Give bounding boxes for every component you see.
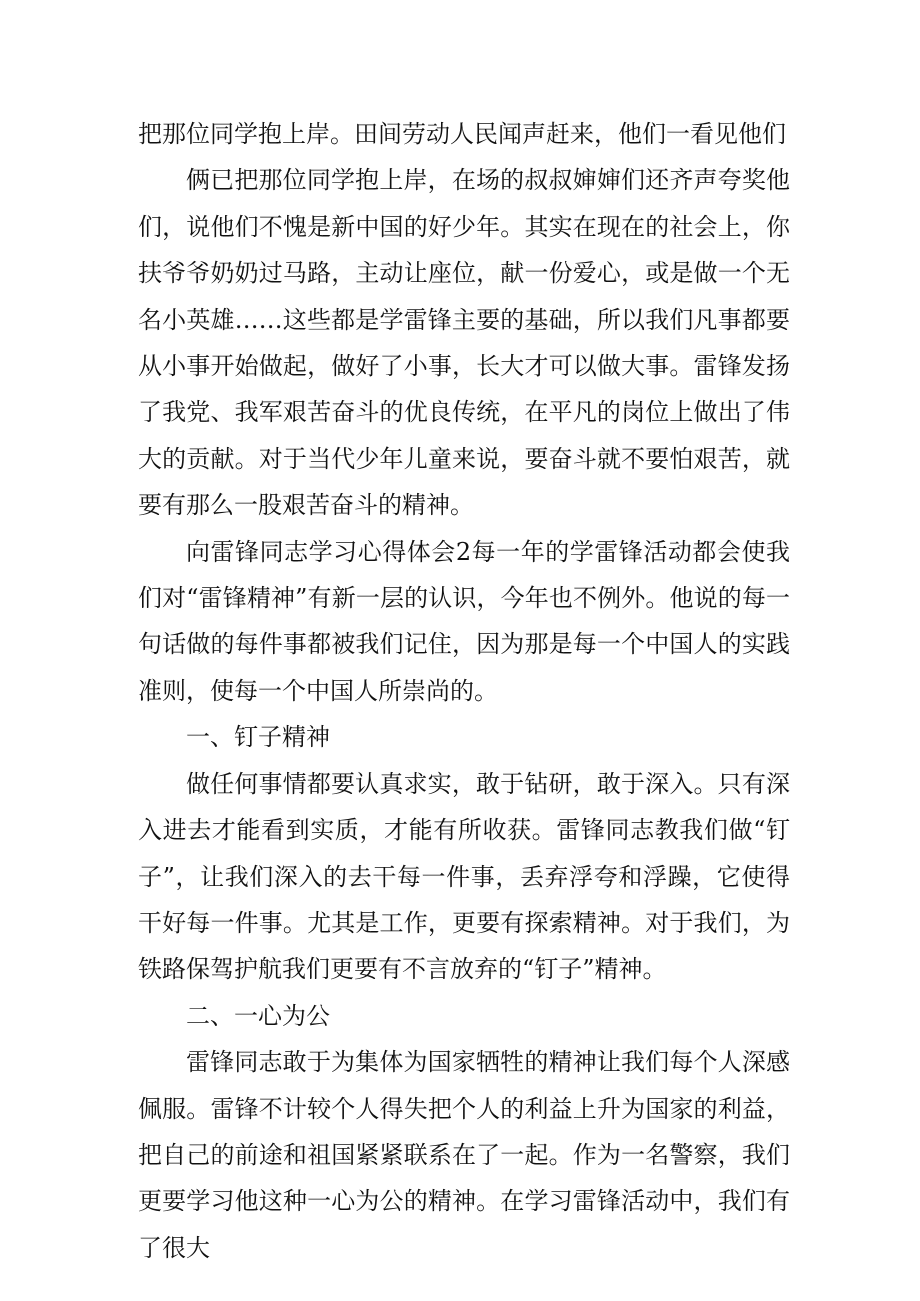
section-heading-selfless: 二、一心为公 xyxy=(186,1001,330,1030)
paragraph-continuation: 把那位同学抱上岸。田间劳动人民闻声赶来，他们一看见他们 xyxy=(138,120,786,148)
document-body xyxy=(138,111,790,1271)
section-heading-nail-spirit: 一、钉子精神 xyxy=(186,723,330,752)
paragraph-experience-2-intro: 向雷锋同志学习心得体会2每一年的学雷锋活动都会使我们对“雷锋精神”有新一层的认识，今年也不例外。他说的每一句话做的每件事都被我们记住，因为那是每一个中国人的实践准则，使每一个中国人所崇尚的。 xyxy=(138,537,790,705)
paragraph-nail-spirit: 做任何事情都要认真求实，敢于钻研，敢于深入。只有深入进去才能看到实质，才能有所收获。雷锋同志教我们做“钉子”，让我们深入的去干每一件事，丢弃浮夸和浮躁，它使得干好每一件事。尤其是工作，更要有探索精神。对于我们，为铁路保驾护航我们更要有不言放弃的“钉子”精神。 xyxy=(138,769,790,984)
paragraph-selfless: 雷锋同志敢于为集体为国家牺牲的精神让我们每个人深感佩服。雷锋不计较个人得失把个人的利益上升为国家的利益，把自己的前途和祖国紧紧联系在了一起。作为一名警察，我们更要学习他这种一心为公的精神。在学习雷锋活动中，我们有了很大 xyxy=(138,1048,790,1262)
paragraph-leifeng-praise: 俩已把那位同学抱上岸，在场的叔叔婶婶们还齐声夸奖他们，说他们不愧是新中国的好少年。其实在现在的社会上，你扶爷爷奶奶过马路，主动让座位，献一份爱心，或是做一个无名小英雄……这些都是学雷锋主要的基础，所以我们凡事都要从小事开始做起，做好了小事，长大才可以做大事。雷锋发扬了我党、我军艰苦奋斗的优良传统，在平凡的岗位上做出了伟大的贡献。对于当代少年儿童来说，要奋斗就不要怕艰苦，就要有那么一股艰苦奋斗的精神。 xyxy=(138,166,790,520)
